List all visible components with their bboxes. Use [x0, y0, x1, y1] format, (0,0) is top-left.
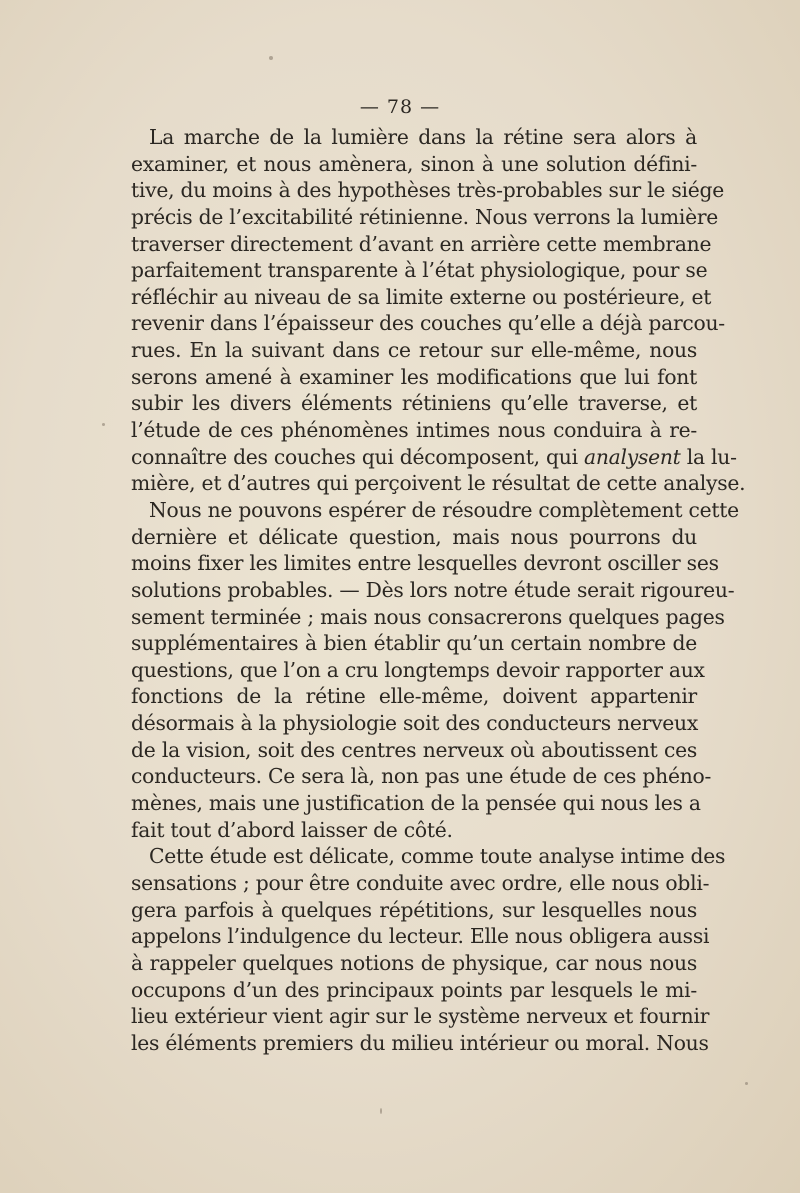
paper-speck [745, 1082, 748, 1085]
text-line: désormais à la physiologie soit des conducteurs nerveux [131, 711, 699, 736]
text-line: questions, que l’on a cru longtemps devoir rapporter aux [131, 657, 705, 682]
text-line: mière, et d’autres qui perçoivent le résultat de cette analyse. [131, 471, 746, 496]
text-line: tive, du moins à des hypothèses très-probables sur le siége [131, 178, 724, 203]
text-line: de la vision, soit des centres nerveux où aboutissent ces [131, 737, 697, 762]
text-line: traverser directement d’avant en arrière cette membrane [131, 231, 712, 256]
text-line: moins fixer les limites entre lesquelles devront osciller ses [131, 551, 719, 576]
italic-word: analysent [584, 444, 681, 469]
text-line: parfaitement transparente à l’état physiologique, pour se [131, 258, 708, 283]
page-number: — 78 — [359, 96, 441, 118]
text-line: fonctions de la rétine elle-même, doivent appartenir [131, 684, 697, 709]
text-line: rues. En la suivant dans ce retour sur elle-même, nous [131, 338, 697, 363]
text-line: mènes, mais une justification de la pensée qui nous les a [131, 791, 701, 816]
text-line: réfléchir au niveau de sa limite externe ou postérieure, et [131, 284, 712, 309]
text-line: supplémentaires à bien établir qu’un certain nombre de [131, 631, 697, 656]
text-line: revenir dans l’épaisseur des couches qu’elle a déjà parcou- [131, 311, 725, 336]
text-line: les éléments premiers du milieu intérieur ou moral. Nous [131, 1030, 709, 1055]
body-text [131, 124, 746, 1056]
text-line: gera parfois à quelques répétitions, sur lesquelles nous [131, 897, 697, 922]
text-line: appelons l’indulgence du lecteur. Elle nous obligera aussi [131, 924, 710, 949]
text-line: subir les divers éléments rétiniens qu’elle traverse, et [131, 391, 697, 416]
text-line: à rappeler quelques notions de physique, car nous nous [131, 950, 697, 975]
text-line: La marche de la lumière dans la rétine sera alors à [149, 125, 697, 149]
text-line: solutions probables. — Dès lors notre étude serait rigoureu- [131, 577, 735, 602]
text-line: examiner, et nous amènera, sinon à une solution défini- [131, 151, 697, 176]
text-run: la lu- [680, 444, 737, 469]
text-line: précis de l’excitabilité rétinienne. Nous verrons la lumière [131, 204, 719, 229]
text-line: occupons d’un des principaux points par lesquels le mi- [131, 977, 697, 1002]
text-line: Cette étude est délicate, comme toute analyse intime des [149, 844, 726, 869]
text-line: lieu extérieur vient agir sur le système nerveux et fournir [131, 1004, 710, 1029]
text-line: sement terminée ; mais nous consacrerons quelques pages [131, 604, 725, 629]
text-line: serons amené à examiner les modifications que lui font [131, 364, 697, 389]
text-line: l’étude de ces phénomènes intimes nous conduira à re- [131, 418, 697, 443]
paper-speck [102, 423, 105, 426]
text-run: connaître des couches qui décomposent, qui [131, 444, 585, 469]
text-line: conducteurs. Ce sera là, non pas une étude de ces phéno- [131, 764, 712, 789]
paper-speck [269, 56, 273, 60]
text-line: Nous ne pouvons espérer de résoudre complètement cette [149, 497, 739, 522]
text-line: fait tout d’abord laisser de côté. [131, 817, 453, 842]
text-line-with-italic [131, 444, 737, 471]
paper-speck [380, 1108, 382, 1114]
text-line: dernière et délicate question, mais nous pourrons du [131, 524, 697, 549]
text-line: sensations ; pour être conduite avec ordre, elle nous obli- [131, 870, 710, 895]
